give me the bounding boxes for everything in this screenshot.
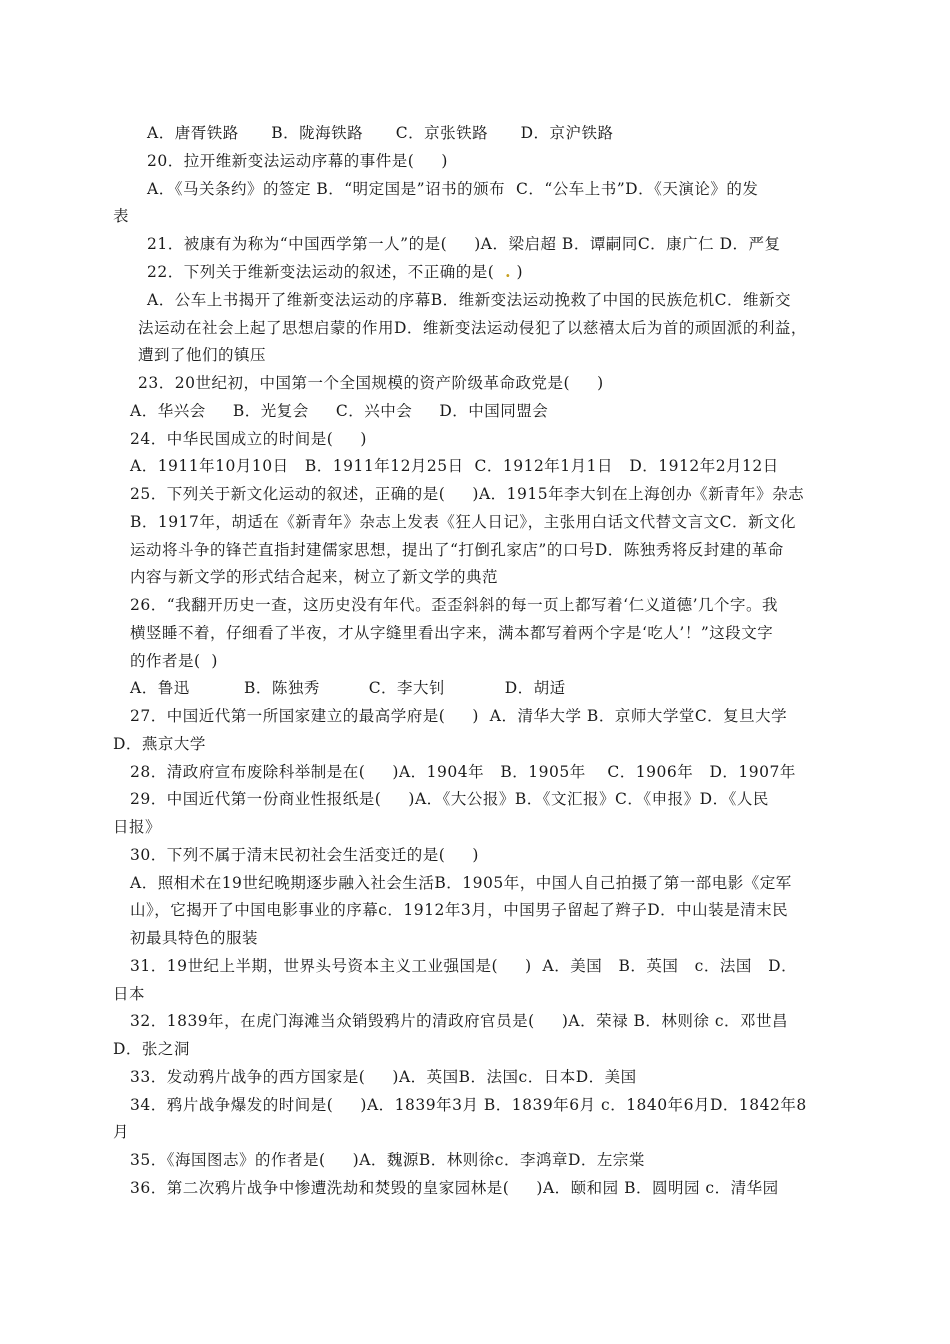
q26-stem-line2: 横竖睡不着，仔细看了半夜，才从字缝里看出字来，满本都写着两个字是‘吃人’！”这段文字 <box>130 624 774 642</box>
q28-stem: 28．清政府宣布废除科举制是在( )A．1904年 B．1905年 C．1906年 D．1907年 <box>130 763 796 781</box>
q22-options-line1: A．公车上书揭开了维新变法运动的序幕B．维新变法运动挽救了中国的民族危机C．维新交 <box>147 291 791 309</box>
q30-options-line3: 初最具特色的服装 <box>130 929 259 947</box>
q20-options: A．《马关条约》的签定 B．“明定国是”诏书的颁布 C．“公车上书”D．《天演论》的发 <box>147 180 759 198</box>
q22-stem <box>147 262 523 282</box>
q34-stem: 34．鸦片战争爆发的时间是( )A．1839年3月 B．1839年6月 c．1840年6月D．1842年8 <box>130 1096 807 1114</box>
q33-stem: 33．发动鸦片战争的西方国家是( )A．英国B．法国c．日本D．美国 <box>130 1068 637 1086</box>
q30-options-line2: 山》，它揭开了中国电影事业的序幕c．1912年3月，中国男子留起了辫子D．中山装是清末民 <box>130 901 789 919</box>
q30-stem: 30．下列不属于清末民初社会生活变迁的是( ) <box>130 846 479 864</box>
q25-options-line1: B．1917年，胡适在《新青年》杂志上发表《狂人日记》，主张用白话文代替文言文C．新文化 <box>130 513 796 531</box>
q26-stem-line3: 的作者是( ) <box>130 652 218 670</box>
q25-options-line3: 内容与新文学的形式结合起来，树立了新文学的典范 <box>130 568 499 586</box>
q31-options-wrap: 日本 <box>113 985 146 1003</box>
q22-mark: . <box>505 262 512 281</box>
q32-stem: 32．1839年，在虎门海滩当众销毁鸦片的清政府官员是( )A．荣禄 B．林则徐 c．邓世昌 <box>130 1012 789 1030</box>
q26-options: A．鲁迅 B．陈独秀 C．李大钊 D．胡适 <box>130 679 566 697</box>
q30-options-line1: A．照相术在19世纪晚期逐步融入社会生活B．1905年，中国人自己拍摄了第一部电影《定军 <box>130 874 792 892</box>
q24-stem: 24．中华民国成立的时间是( ) <box>130 430 367 448</box>
q29-stem: 29．中国近代第一份商业性报纸是( )A．《大公报》B．《文汇报》C．《申报》D．《人民 <box>130 790 769 808</box>
q26-stem-line1: 26．“我翻开历史一查，这历史没有年代。歪歪斜斜的每一页上都写着‘仁义道德’几个字。我 <box>130 596 779 614</box>
q20-options-wrap: 表 <box>113 207 130 225</box>
q23-stem: 23．20世纪初，中国第一个全国规模的资产阶级革命政党是( ) <box>138 374 604 392</box>
q36-stem: 36．第二次鸦片战争中惨遭洗劫和焚毁的皇家园林是( )A．颐和园 B．圆明园 c．清华园 <box>130 1179 779 1197</box>
q22-options-line3: 遭到了他们的镇压 <box>138 346 267 364</box>
q21-stem: 21．被康有为称为“中国西学第一人”的是( )A．梁启超 B．谭嗣同C．康广仁 D．严复 <box>147 235 781 253</box>
q22-close: ) <box>511 263 524 281</box>
q20-stem: 20．拉开维新变法运动序幕的事件是( ) <box>147 152 448 170</box>
q19-options: A．唐胥铁路 B．陇海铁路 C．京张铁路 D．京沪铁路 <box>147 124 614 142</box>
q34-options-wrap: 月 <box>113 1123 130 1141</box>
q27-options-wrap: D．燕京大学 <box>113 735 206 753</box>
q25-stem: 25．下列关于新文化运动的叙述，正确的是( )A．1915年李大钊在上海创办《新青年》杂志 <box>130 485 805 503</box>
q32-options-wrap: D．张之洞 <box>113 1040 190 1058</box>
q27-stem: 27．中国近代第一所国家建立的最高学府是( ) A．清华大学 B．京师大学堂C．复旦大学 <box>130 707 788 725</box>
q22-stem-text: 22．下列关于维新变法运动的叙述，不正确的是( <box>147 263 506 281</box>
q29-options-wrap: 日报》 <box>113 818 162 836</box>
q22-options-line2: 法运动在社会上起了思想启蒙的作用D．维新变法运动侵犯了以慈禧太后为首的顽固派的利益， <box>138 319 807 337</box>
q23-options: A．华兴会 B．光复会 C．兴中会 D．中国同盟会 <box>130 402 549 420</box>
q31-stem: 31．19世纪上半期，世界头号资本主义工业强国是( ) A．美国 B．英国 c．法国 D． <box>130 957 798 975</box>
q25-options-line2: 运动将斗争的锋芒直指封建儒家思想，提出了“打倒孔家店”的口号D．陈独秀将反封建的革命 <box>130 541 784 559</box>
q24-options: A．1911年10月10日 B．1911年12月25日 C．1912年1月1日 D．1912年2月12日 <box>130 457 779 475</box>
q35-stem: 35．《海国图志》的作者是( )A．魏源B．林则徐c．李鸿章D．左宗棠 <box>130 1151 645 1169</box>
